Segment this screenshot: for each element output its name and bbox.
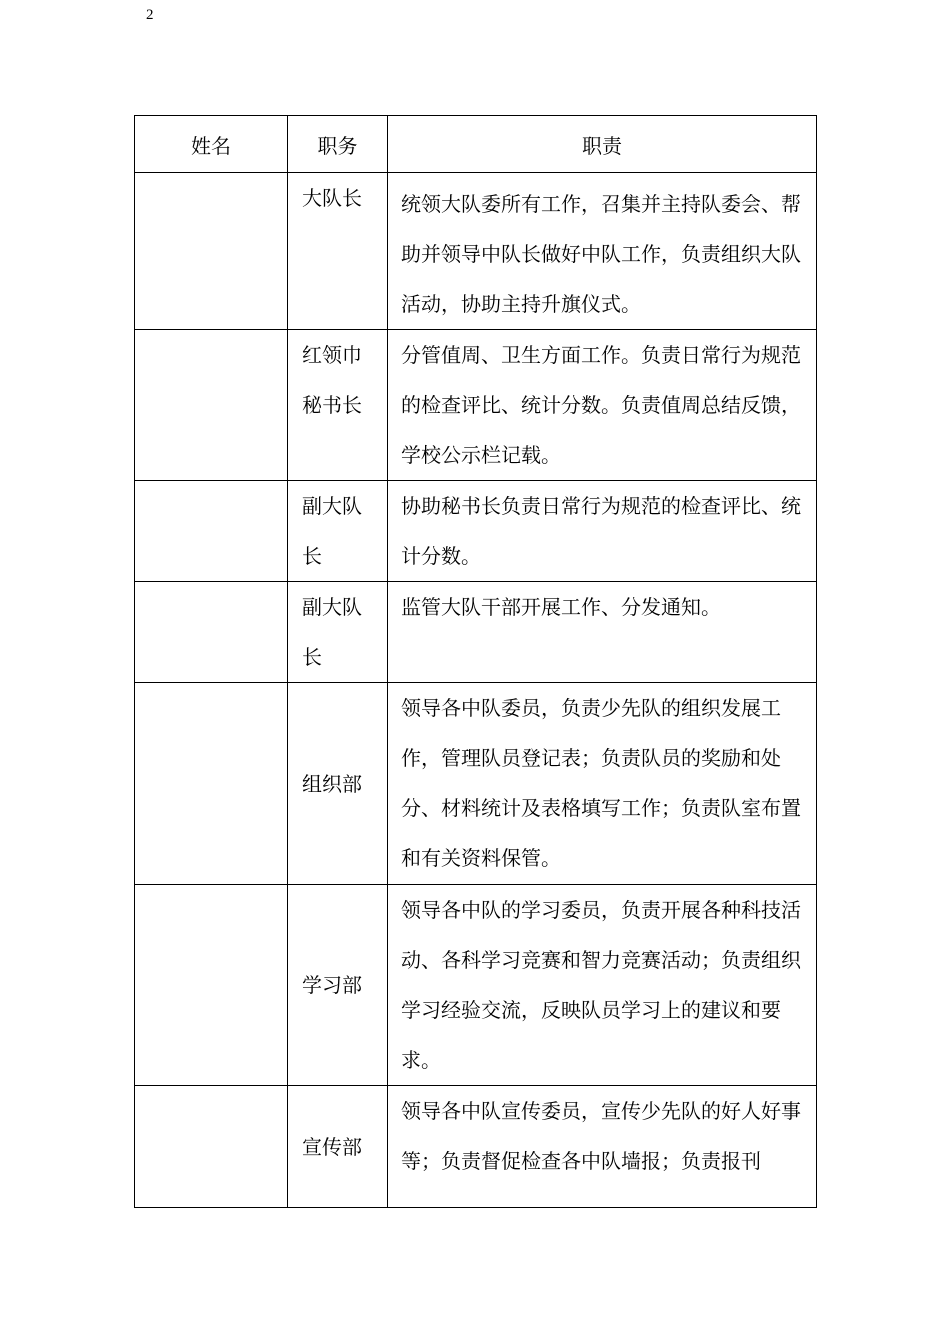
header-duty: 职责	[388, 116, 817, 173]
duty-cell: 领导各中队宣传委员，宣传少先队的好人好事等；负责督促检查各中队墙报；负责报刊	[388, 1086, 817, 1208]
table-row	[135, 885, 817, 1086]
duty-table	[134, 115, 817, 1208]
duty-cell: 监管大队干部开展工作、分发通知。	[388, 582, 817, 683]
role-cell: 大队长	[288, 173, 388, 330]
name-cell	[135, 1086, 288, 1208]
duty-cell: 统领大队委所有工作，召集并主持队委会、帮助并领导中队长做好中队工作，负责组织大队活动，协助主持升旗仪式。	[388, 173, 817, 330]
duty-cell: 分管值周、卫生方面工作。负责日常行为规范的检查评比、统计分数。负责值周总结反馈，学校公示栏记载。	[388, 330, 817, 481]
role-text: 红领巾秘书长	[302, 343, 362, 417]
name-cell	[135, 173, 288, 330]
header-role: 职务	[288, 116, 388, 173]
table-row	[135, 481, 817, 582]
role-text: 副大队长	[302, 595, 362, 669]
role-cell	[288, 330, 388, 481]
duty-cell: 领导各中队委员，负责少先队的组织发展工作，管理队员登记表；负责队员的奖励和处分、材料统计及表格填写工作；负责队室布置和有关资料保管。	[388, 683, 817, 885]
role-text: 副大队长	[302, 494, 362, 568]
name-cell	[135, 683, 288, 885]
role-cell: 组织部	[288, 683, 388, 885]
table-row	[135, 683, 817, 885]
name-cell	[135, 481, 288, 582]
role-cell	[288, 582, 388, 683]
table-row	[135, 330, 817, 481]
header-name: 姓名	[135, 116, 288, 173]
role-cell	[288, 481, 388, 582]
table-row	[135, 1086, 817, 1208]
table-row	[135, 173, 817, 330]
duty-cell: 领导各中队的学习委员，负责开展各种科技活动、各科学习竞赛和智力竞赛活动；负责组织学习经验交流，反映队员学习上的建议和要求。	[388, 885, 817, 1086]
role-cell: 宣传部	[288, 1086, 388, 1208]
page-number: 2	[146, 7, 154, 23]
name-cell	[135, 885, 288, 1086]
table-row	[135, 582, 817, 683]
duty-cell: 协助秘书长负责日常行为规范的检查评比、统计分数。	[388, 481, 817, 582]
table-header-row	[135, 116, 817, 173]
name-cell	[135, 582, 288, 683]
role-cell: 学习部	[288, 885, 388, 1086]
name-cell	[135, 330, 288, 481]
